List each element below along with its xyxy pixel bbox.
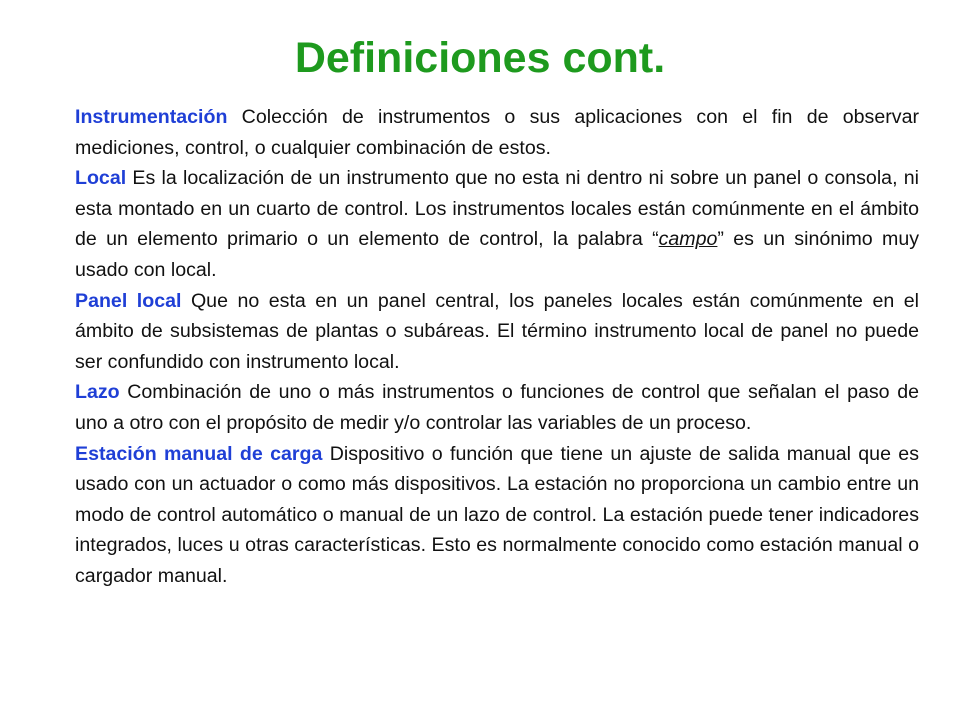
definition-term: Estación manual de carga xyxy=(75,442,323,465)
definitions-body xyxy=(75,102,919,592)
definition-lazo xyxy=(75,377,919,438)
definition-text: ” es un sinónimo muy usado con local. xyxy=(75,228,920,281)
definition-text: Es la localización de un instrumento que no esta ni dentro ni sobre un panel o consola, ni esta montado en un cuarto de control. Los instrumentos locales están comúnmente en el ámbito de un elemento primario o un elemento de control, la palabra “ xyxy=(75,167,919,251)
definition-term: Lazo xyxy=(75,381,120,404)
definition-estacion-manual xyxy=(75,439,919,592)
definition-text: Dispositivo o función que tiene un ajuste de salida manual que es usado con un actuador o como más dispositivos. La estación no proporciona un cambio entre un modo de control automático o manual de un lazo de control. La estación puede tener indicadores integrados, luces u otras características. Esto es normalmente conocido como estación manual o cargador manual. xyxy=(75,442,919,587)
page-title: Definiciones cont. xyxy=(294,34,666,82)
definition-panel-local xyxy=(75,286,919,378)
definition-term: Panel local xyxy=(75,289,182,312)
definition-term: Local xyxy=(75,167,127,190)
definition-text: Combinación de uno o más instrumentos o funciones de control que señalan el paso de uno a otro con el propósito de medir y/o controlar las variables de un proceso. xyxy=(75,381,919,434)
definition-instrumentacion xyxy=(75,102,919,163)
definition-local xyxy=(75,163,919,285)
definition-term: Instrumentación xyxy=(75,106,228,128)
definition-text: Que no esta en un panel central, los paneles locales están comúnmente en el ámbito de subsistemas de plantas o subáreas. El término instrumento local de panel no puede ser confundido con instrumento local. xyxy=(75,289,920,373)
definition-text: Colección de instrumentos o sus aplicaciones con el fin de observar mediciones, control, o cualquier combinación de estos. xyxy=(75,106,919,159)
definition-emphasis: campo xyxy=(658,228,718,251)
